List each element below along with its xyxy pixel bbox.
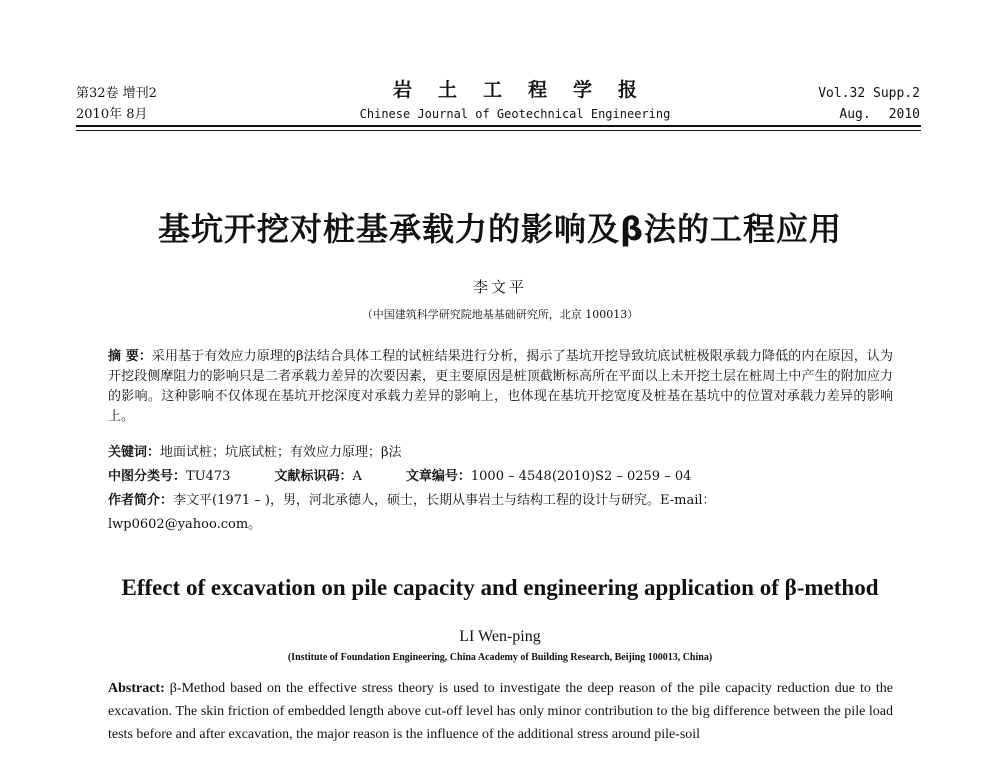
article-id-value: 1000 – 4548(2010)S2 – 0259 – 04 — [470, 469, 692, 484]
header-volume-info — [76, 83, 157, 125]
abstract-en-label: Abstract: — [108, 681, 165, 696]
header-year: 2010 — [888, 107, 920, 122]
header-supp: Supp.2 — [873, 86, 920, 101]
paper-title-cn: 基坑开挖对桩基承载力的影响及β法的工程应用 — [158, 210, 842, 248]
doc-code-label: 文献标识码： — [274, 469, 353, 484]
clc-label: 中图分类号： — [108, 469, 187, 484]
header-month: Aug. — [839, 107, 871, 122]
header-rule-thin — [76, 130, 921, 131]
keywords-cn-label: 关键词： — [108, 445, 161, 460]
header-volume-issue: 第32卷 增刊2 — [76, 86, 157, 101]
author-bio-label: 作者简介： — [108, 493, 174, 508]
classification-line — [108, 467, 691, 487]
paper-title-en: Effect of excavation on pile capacity and engineering application of β-method — [121, 575, 879, 600]
affiliation-en: (Institute of Foundation Engineering, China Academy of Building Research, Beijing 100013, China) — [287, 652, 713, 663]
doc-code-value: A — [352, 469, 362, 484]
abstract-cn — [108, 347, 893, 427]
author-name-cn: 李文平 — [472, 278, 527, 296]
author-email: lwp0602@yahoo.com。 — [108, 517, 262, 532]
abstract-cn-text: 采用基于有效应力原理的β法结合具体工程的试桩结果进行分析，揭示了基坑开挖导致坑底试桩极限承载力降低的内在原因，认为开挖段侧摩阻力的影响只是二者承载力差异的次要因素，更主要原因是桩顶截断标高所在平面以上未开挖土层在桩周土中产生的附加应力的影响。这种影响不仅体现在基坑开挖深度对承载力差异的影响上，也体现在基坑开挖宽度及桩基在基坑中的位置对承载力差异的影响上。 — [108, 349, 893, 424]
header-vol: Vol.32 — [818, 86, 866, 101]
journal-name-cn: 岩土工程学报 — [392, 79, 663, 101]
abstract-en-text: β-Method based on the effective stress theory is used to investigate the deep reason of the pile capacity reduction due to the excavation. The skin friction of embedded length above cut-off level has only minor contribution to the big difference between the pile load tests before and after excavation, the major reason is the influence of the additional stress around pile-soil — [108, 681, 893, 742]
author-email-line — [108, 515, 261, 535]
header-date-row — [818, 104, 920, 125]
journal-masthead — [300, 76, 730, 123]
abstract-en — [108, 677, 893, 746]
article-id-label: 文章编号： — [405, 469, 471, 484]
keywords-cn — [108, 443, 402, 463]
journal-name-en: Chinese Journal of Geotechnical Engineering — [359, 107, 671, 121]
affiliation-cn: （中国建筑科学研究院地基基础研究所，北京 100013） — [361, 308, 639, 321]
abstract-cn-label: 摘 要： — [108, 349, 152, 364]
clc-value: TU473 — [186, 469, 231, 484]
keywords-cn-text: 地面试桩；坑底试桩；有效应力原理；β法 — [160, 445, 402, 460]
header-rule-thick — [76, 125, 921, 127]
header-volume-info-en — [818, 83, 920, 125]
header-vol-row — [818, 83, 920, 104]
header-year-month: 2010年 8月 — [76, 107, 148, 122]
author-bio-text: 李文平(1971 – )，男，河北承德人，硕士，长期从事岩土与结构工程的设计与研究。E-mail： — [173, 493, 716, 508]
author-bio — [108, 491, 716, 511]
author-name-en: LI Wen-ping — [459, 628, 541, 645]
